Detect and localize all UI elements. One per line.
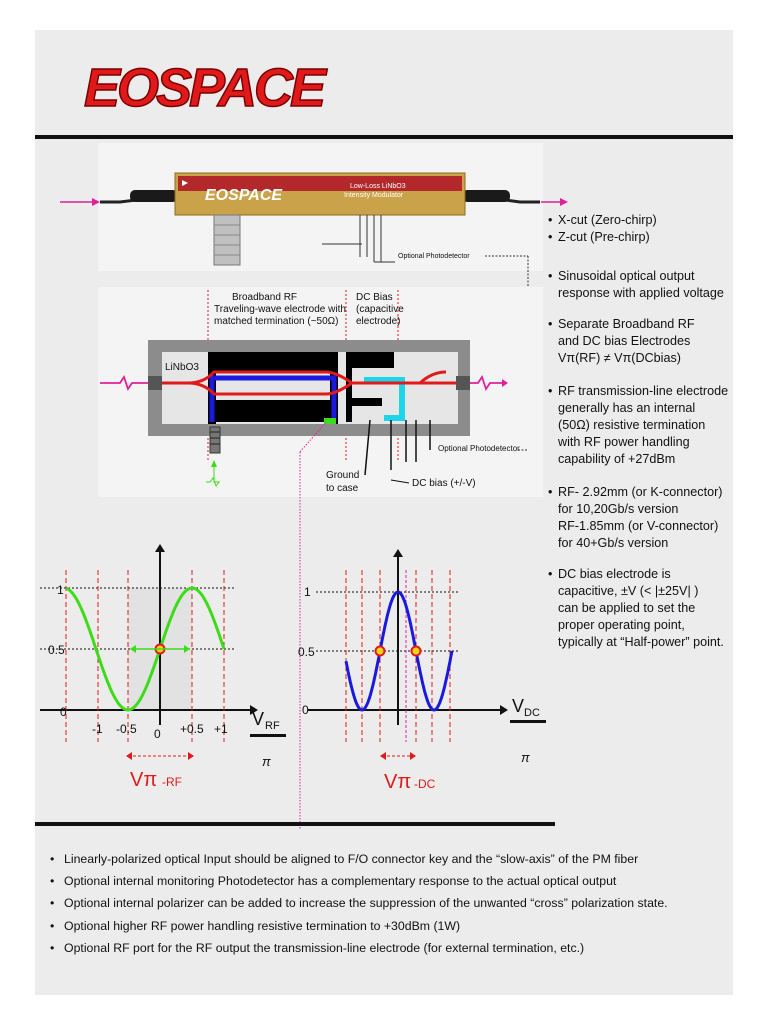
- photo-photodetector-label: Optional Photodetector: [398, 253, 470, 260]
- feature-zcut: • Z-cut (Pre-chirp): [548, 230, 650, 244]
- rf-electrode-top: [208, 352, 336, 372]
- rf-vpi-sub: -RF: [162, 775, 182, 789]
- rf-title-line1: Broadband RF: [232, 292, 298, 303]
- device-model-line1: Low-Loss LiNbO3: [350, 183, 406, 190]
- dc-axis-divisor: π: [521, 750, 530, 765]
- rf-axis-sub: RF: [265, 720, 280, 732]
- rf-electrode-bottom: [216, 400, 336, 422]
- ground-label-line1: Ground: [326, 470, 360, 481]
- note-item: • Optional internal monitoring Photodetector has a complementary response to the actual optical output: [50, 874, 617, 889]
- device-model-line2: Intensity Modulator: [344, 192, 404, 199]
- feature-sinusoidal: • Sinusoidal optical output response with applied voltage: [548, 269, 724, 300]
- dc-bias-label: DC bias (+/-V): [412, 478, 476, 489]
- rf-x-label-pos0.5: +0.5: [180, 722, 204, 736]
- rf-y-label-0.5: 0.5: [48, 643, 65, 657]
- feature-xcut: • X-cut (Zero-chirp): [548, 213, 657, 227]
- schematic-rf-connector: [210, 427, 220, 453]
- dc-title-line1: DC Bias: [356, 292, 393, 303]
- dc-electrode-top: [346, 352, 394, 368]
- dc-point-left: [376, 647, 385, 656]
- notes-list: [50, 848, 730, 959]
- dc-axis-label: V: [512, 696, 525, 716]
- dc-axis-sub: DC: [524, 707, 540, 719]
- input-boot: [130, 190, 178, 202]
- rf-connector: [214, 215, 240, 265]
- rf-title-line2: Traveling-wave electrode with: [214, 304, 346, 315]
- substrate-label: LiNbO3: [165, 362, 199, 373]
- feature-rf-termination: • RF transmission-line electrode generally has an internal (50Ω) resistive termination with RF power handling capability of +27dBm: [548, 384, 729, 466]
- note-item: • Linearly-polarized optical Input should be aligned to F/O connector key and the “slow-axis” of the PM fiber: [50, 852, 639, 866]
- dc-point-right: [412, 647, 421, 656]
- rf-y-label-1: 1: [57, 583, 64, 597]
- dc-title-line2: (capacitive: [356, 304, 404, 315]
- note-item: • Optional higher RF power handling resistive termination to +30dBm (1W): [50, 918, 461, 933]
- note-item: • Optional RF port for the RF output the transmission-line electrode (for external termination, etc.): [50, 940, 585, 955]
- dc-title-line3: electrode): [356, 316, 401, 327]
- rf-termination: [324, 418, 336, 424]
- feature-rf-connector: • RF- 2.92mm (or K-connector) for 10,20Gb/s version RF-1.85mm (or V-connector) for 40+Gb/s version: [548, 485, 723, 550]
- rf-title-line3: matched termination (~50Ω): [214, 316, 339, 327]
- feature-list: [548, 212, 733, 662]
- dc-y-label-1: 1: [304, 585, 311, 599]
- rf-vpi-label: Vπ: [130, 769, 158, 791]
- rf-x-label-neg0.5: -0.5: [116, 722, 137, 736]
- device-brand-label: EOSPACE: [205, 187, 283, 204]
- feature-separate-electrodes: • Separate Broadband RF and DC bias Electrodes Vπ(RF) ≠ Vπ(DCbias): [548, 317, 695, 365]
- rf-x-label-pos1: +1: [214, 722, 228, 736]
- dc-plot: [298, 549, 546, 793]
- dc-y-label-0.5: 0.5: [298, 645, 315, 659]
- output-boot: [462, 190, 510, 202]
- schematic-photodetector-label: Optional Photodetector: [438, 444, 520, 453]
- rf-axis-divisor: π: [262, 754, 271, 769]
- rf-plot: [40, 544, 286, 791]
- ground-label-line2: to case: [326, 483, 359, 494]
- dc-y-label-0: 0: [302, 703, 309, 717]
- dc-vpi-sub: -DC: [414, 777, 436, 791]
- rf-axis-label: V: [252, 709, 265, 729]
- dc-vpi-label: Vπ: [384, 771, 412, 793]
- logo-text: EOSPACE: [84, 58, 324, 118]
- rf-y-label-0: 0: [60, 705, 67, 719]
- rf-x-label-neg1: -1: [92, 722, 103, 736]
- bottom-divider: [35, 822, 555, 826]
- output-arrow-head: [560, 198, 568, 206]
- feature-dc-bias: • DC bias electrode is capacitive, ±V (< |±25V| ) can be applied to set the proper operating point, typically at “Half-power” point.: [548, 567, 724, 649]
- note-item: • Optional internal polarizer can be added to increase the suppression of the unwanted “cross” polarization state.: [50, 896, 668, 911]
- rf-x-label-0: 0: [154, 727, 161, 741]
